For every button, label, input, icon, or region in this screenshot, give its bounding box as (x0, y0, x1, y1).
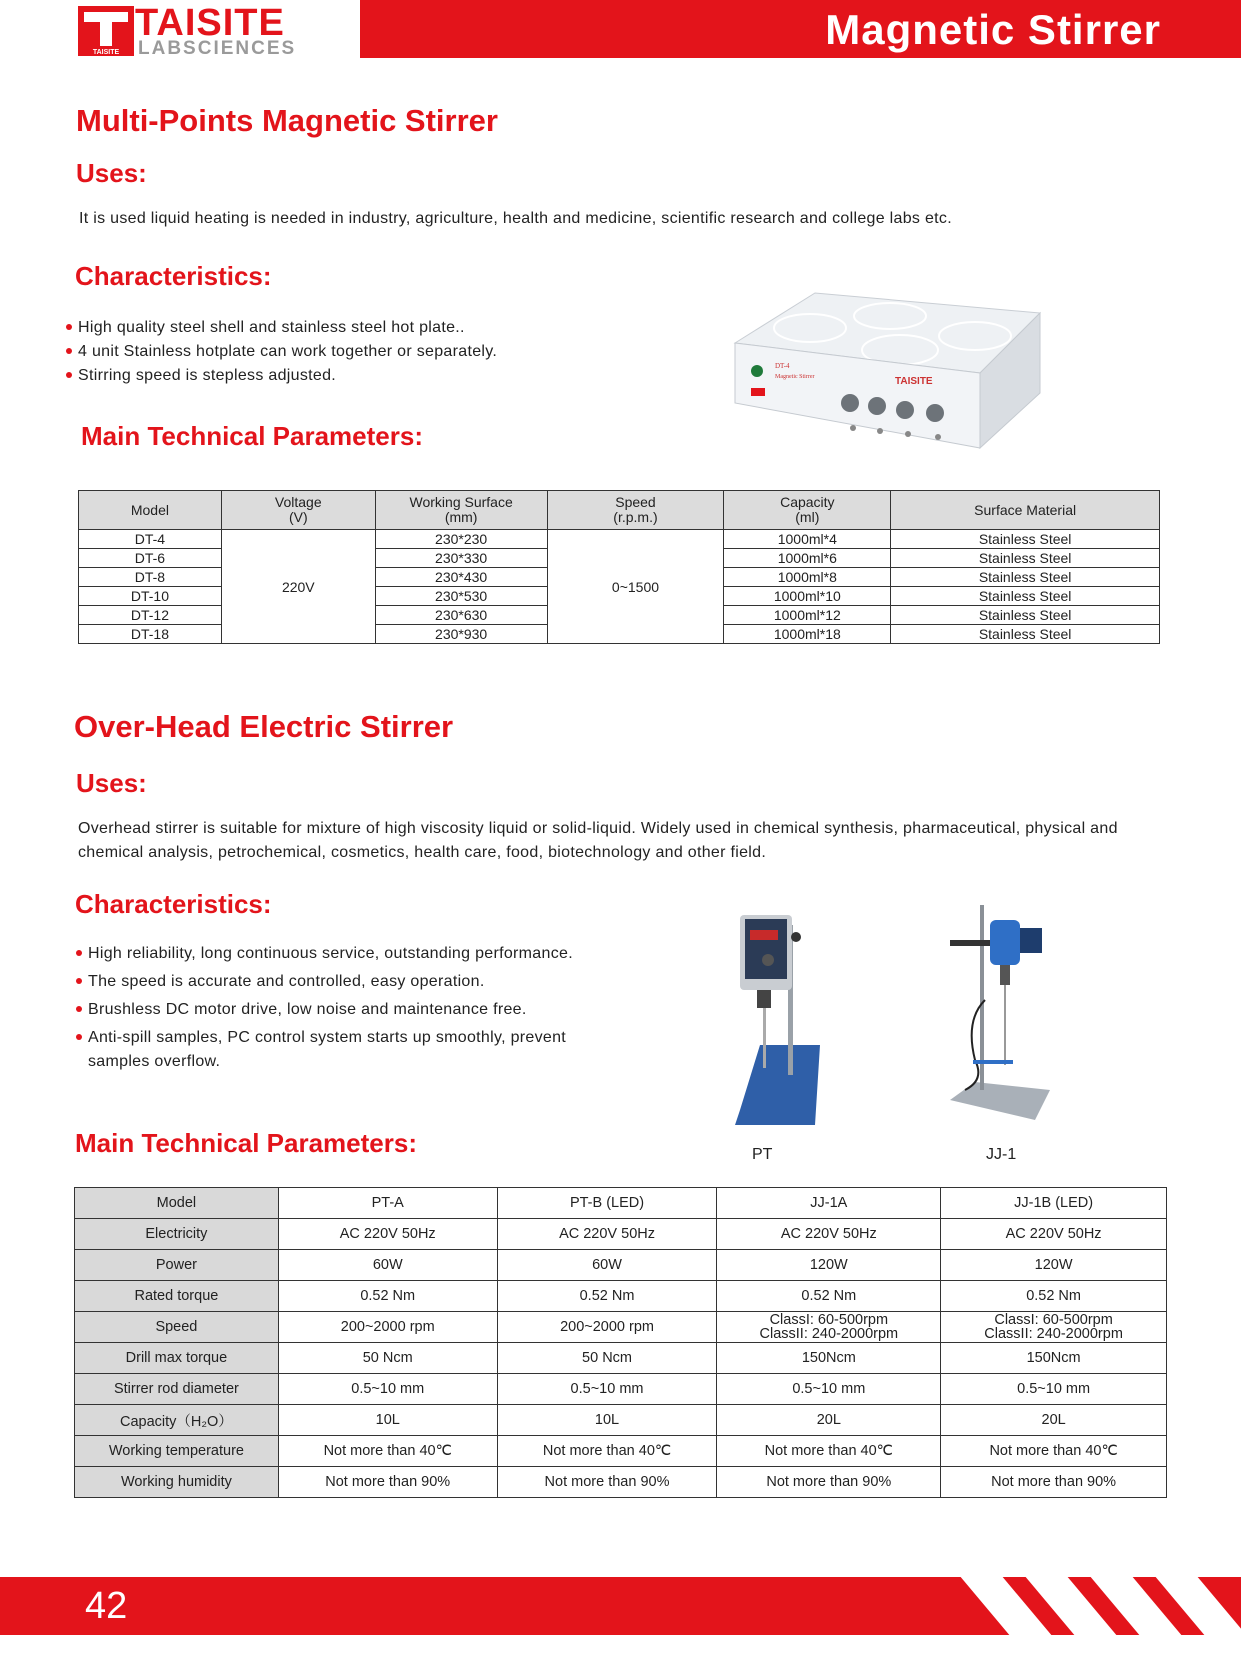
table-row-label: Power (75, 1250, 279, 1281)
table-cell: AC 220V 50Hz (278, 1219, 497, 1250)
device-label: DT-4 (775, 362, 790, 370)
table-row (75, 1405, 1167, 1436)
table-row (75, 1467, 1167, 1498)
logo-brand: TAISITE (135, 2, 285, 44)
table-cell: Not more than 90% (717, 1467, 941, 1498)
table-row-label: Model (75, 1188, 279, 1219)
table-row-label: Working humidity (75, 1467, 279, 1498)
jj1-stirrer-image (945, 900, 1055, 1135)
list-item: The speed is accurate and controlled, easy operation. (76, 970, 616, 994)
logo-mark (78, 6, 134, 56)
section2-char-heading: Characteristics: (75, 889, 272, 919)
list-item: High reliability, long continuous service, outstanding performance. (76, 942, 616, 966)
table-cell: 60W (497, 1250, 717, 1281)
table-cell: AC 220V 50Hz (717, 1219, 941, 1250)
table-header: Voltage (V) (221, 491, 375, 530)
table-row (75, 1250, 1167, 1281)
table-header-row (79, 491, 1160, 530)
table-row-label: Electricity (75, 1219, 279, 1250)
list-item: Brushless DC motor drive, low noise and maintenance free. (76, 998, 616, 1022)
table-header: Capacity (ml) (724, 491, 891, 530)
table-cell: DT-6 (79, 549, 222, 568)
table-cell: 50 Ncm (278, 1343, 497, 1374)
table-cell: 200~2000 rpm (497, 1312, 717, 1343)
table-cell: 10L (497, 1405, 717, 1436)
table-cell: JJ-1A (717, 1188, 941, 1219)
table-header: Surface Material (891, 491, 1160, 530)
table-header: Model (79, 491, 222, 530)
table-cell-line: ClassII: 240-2000rpm (984, 1326, 1123, 1342)
table-cell: 230*530 (375, 587, 547, 606)
table-cell: AC 220V 50Hz (941, 1219, 1167, 1250)
table-cell: PT-A (278, 1188, 497, 1219)
overhead-stirrer-table (74, 1187, 1167, 1498)
table-cell: Stainless Steel (891, 530, 1160, 549)
table-cell: 1000ml*8 (724, 568, 891, 587)
section1-characteristics (66, 316, 706, 388)
table-cell: Stainless Steel (891, 606, 1160, 625)
table-cell: 230*330 (375, 549, 547, 568)
table-cell: Stainless Steel (891, 568, 1160, 587)
table-cell: Not more than 90% (941, 1467, 1167, 1498)
table-cell: 0.5~10 mm (941, 1374, 1167, 1405)
magnetic-stirrer-table (78, 490, 1160, 644)
table-cell: 20L (717, 1405, 941, 1436)
table-cell: 50 Ncm (497, 1343, 717, 1374)
table-cell: 1000ml*6 (724, 549, 891, 568)
page-title: Magnetic Stirrer (825, 6, 1161, 53)
caption-jj1: JJ-1 (986, 1146, 1017, 1163)
section1-char-heading: Characteristics: (75, 261, 272, 291)
table-cell: 0.52 Nm (278, 1281, 497, 1312)
table-cell: AC 220V 50Hz (497, 1219, 717, 1250)
table-cell: 0.5~10 mm (717, 1374, 941, 1405)
table-cell: PT-B (LED) (497, 1188, 717, 1219)
device-brand: TAISITE (895, 376, 933, 387)
section1-uses-heading: Uses: (76, 158, 147, 188)
table-cell: Not more than 90% (278, 1467, 497, 1498)
table-row-label: Speed (75, 1312, 279, 1343)
table-cell (941, 1312, 1167, 1343)
table-cell: 230*930 (375, 625, 547, 644)
table-cell: 0.52 Nm (941, 1281, 1167, 1312)
caption-pt: PT (752, 1146, 773, 1163)
table-row (75, 1312, 1167, 1343)
table-cell: 230*430 (375, 568, 547, 587)
table-cell: 1000ml*12 (724, 606, 891, 625)
table-cell: 0.52 Nm (497, 1281, 717, 1312)
table-row (75, 1436, 1167, 1467)
table-cell: DT-12 (79, 606, 222, 625)
table-cell: 120W (717, 1250, 941, 1281)
table-cell: DT-10 (79, 587, 222, 606)
table-cell: 120W (941, 1250, 1167, 1281)
page-number: 42 (85, 1585, 128, 1627)
table-cell: 0.52 Nm (717, 1281, 941, 1312)
table-row-label: Working temperature (75, 1436, 279, 1467)
table-cell: Not more than 40℃ (941, 1436, 1167, 1467)
section2-params-heading: Main Technical Parameters: (75, 1128, 417, 1158)
table-cell: DT-4 (79, 530, 222, 549)
table-cell-voltage: 220V (221, 530, 375, 644)
table-row (79, 530, 1160, 549)
table-cell: 150Ncm (941, 1343, 1167, 1374)
table-cell-line: ClassII: 240-2000rpm (759, 1326, 899, 1342)
section2-uses-text: Overhead stirrer is suitable for mixture of high viscosity liquid or solid-liquid. Widely used in chemical synthesis, pharmaceutical, physical and chemical analysis, petrochemical, cosmetics, health care, food, biotechnology and other field. (78, 820, 1118, 861)
footer-band (0, 1577, 1241, 1635)
table-cell: 0.5~10 mm (497, 1374, 717, 1405)
table-cell: DT-8 (79, 568, 222, 587)
logo-subtitle: LABSCIENCES (138, 38, 297, 59)
table-cell-speed: 0~1500 (547, 530, 724, 644)
device-label-2: Magnetic Stirrer (775, 374, 815, 380)
section1-uses-text: It is used liquid heating is needed in industry, agriculture, health and medicine, scientific research and college labs etc. (79, 210, 952, 227)
list-item: High quality steel shell and stainless steel hot plate.. (66, 316, 706, 340)
table-row-label: Stirrer rod diameter (75, 1374, 279, 1405)
table-cell: 20L (941, 1405, 1167, 1436)
table-row-label: Rated torque (75, 1281, 279, 1312)
section2-title: Over-Head Electric Stirrer (74, 709, 454, 744)
section1-params-heading: Main Technical Parameters: (81, 421, 423, 451)
table-cell: Not more than 40℃ (278, 1436, 497, 1467)
section1-title: Multi-Points Magnetic Stirrer (76, 103, 498, 138)
table-cell: Not more than 40℃ (497, 1436, 717, 1467)
section2-uses-heading: Uses: (76, 768, 147, 798)
table-cell: 0.5~10 mm (278, 1374, 497, 1405)
table-cell: 60W (278, 1250, 497, 1281)
section2-characteristics (76, 942, 616, 1074)
table-cell: Stainless Steel (891, 549, 1160, 568)
pt-stirrer-image (730, 905, 830, 1135)
table-row (75, 1374, 1167, 1405)
table-cell: 230*230 (375, 530, 547, 549)
table-header: Speed (r.p.m.) (547, 491, 724, 530)
table-cell-line: ClassI: 60-500rpm (769, 1312, 889, 1328)
table-cell: DT-18 (79, 625, 222, 644)
table-cell: 200~2000 rpm (278, 1312, 497, 1343)
table-row (75, 1219, 1167, 1250)
magnetic-stirrer-image (725, 288, 1045, 458)
table-header: Working Surface (mm) (375, 491, 547, 530)
table-cell: 1000ml*4 (724, 530, 891, 549)
list-item: Stirring speed is stepless adjusted. (66, 364, 706, 388)
table-row (75, 1281, 1167, 1312)
table-cell: Not more than 40℃ (717, 1436, 941, 1467)
table-header-row (75, 1188, 1167, 1219)
list-item: Anti-spill samples, PC control system starts up smoothly, prevent samples overflow. (76, 1026, 616, 1074)
table-row (75, 1343, 1167, 1374)
table-cell: Stainless Steel (891, 625, 1160, 644)
logo-mark-sub: TAISITE (92, 49, 120, 56)
table-row-label: Capacity（H₂O） (75, 1405, 279, 1436)
table-cell: Stainless Steel (891, 587, 1160, 606)
table-cell-line: ClassI: 60-500rpm (994, 1312, 1113, 1328)
table-cell: 10L (278, 1405, 497, 1436)
table-cell (717, 1312, 941, 1343)
table-cell: Not more than 90% (497, 1467, 717, 1498)
table-cell: 230*630 (375, 606, 547, 625)
list-item: 4 unit Stainless hotplate can work together or separately. (66, 340, 706, 364)
table-cell: JJ-1B (LED) (941, 1188, 1167, 1219)
table-row-label: Drill max torque (75, 1343, 279, 1374)
table-cell: 1000ml*10 (724, 587, 891, 606)
table-cell: 150Ncm (717, 1343, 941, 1374)
table-cell: 1000ml*18 (724, 625, 891, 644)
